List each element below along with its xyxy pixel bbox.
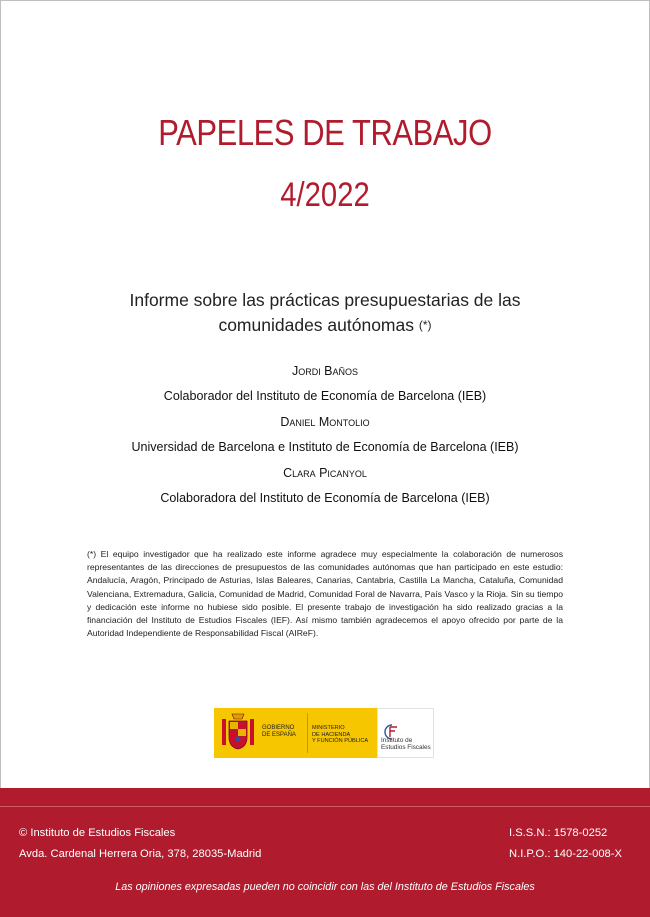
series-title: PAPELES DE TRABAJO: [158, 112, 492, 153]
report-title-line1: Informe sobre las prácticas presupuestarias de las: [129, 290, 521, 310]
government-label: [262, 725, 307, 739]
ministry-line: Y FUNCIÓN PÚBLICA: [312, 738, 369, 745]
author-name: Jordi Baños: [291, 364, 359, 378]
footer-nipo: N.I.P.O.: 140-22-008-X: [509, 848, 622, 860]
acknowledgements-footnote: (*) El equipo investigador que ha realizado este informe agradece muy especialmente la colaboración de numerosos representantes de las direcciones de presupuestos de las comunidades autónomas que han participado en este estudio: Andalucía, Aragón, Principado de Asturias, Islas Baleares, Canarias, Cantabria, Castilla La Mancha, Cataluña, Comunidad Valenciana, Extremadura, Galicia, Comunidad de Madrid, Comunidad Foral de Navarra, País Vasco y la Rioja. Sin su tiempo y dedicación este informe no hubiese sido posible. El presente trabajo de investigación ha sido realizado gracias a la financiación del Instituto de Estudios Fiscales (IEF). Así mismo también agradecemos el apoyo ofrecido por parte de la Autoridad Independiente de Responsabilidad Fiscal (AIReF).: [87, 549, 563, 639]
ministry-line: DE HACIENDA: [312, 731, 351, 738]
coat-of-arms-icon: [220, 711, 256, 755]
author-name: Daniel Montolio: [280, 415, 370, 429]
footer-address: Avda. Cardenal Herrera Oria, 378, 28035-Madrid: [19, 848, 262, 860]
footer-stripe: [0, 806, 650, 807]
report-title: [60, 288, 590, 338]
ief-line: Estudios Fiscales: [381, 744, 431, 751]
gov-line: DE ESPAÑA: [262, 732, 296, 738]
author-affiliation: Colaboradora del Instituto de Economía de Barcelona (IEB): [160, 491, 490, 505]
report-title-line2: comunidades autónomas: [218, 315, 414, 335]
footer-disclaimer: Las opiniones expresadas pueden no coincidir con las del Instituto de Estudios Fiscales: [115, 881, 535, 893]
footer-copyright: © Instituto de Estudios Fiscales: [19, 827, 176, 839]
author-affiliation: Universidad de Barcelona e Instituto de Economía de Barcelona (IEB): [131, 440, 519, 454]
series-number: 4/2022: [280, 176, 370, 214]
author-name: Clara Picanyol: [283, 466, 367, 480]
gov-line: GOBIERNO: [262, 725, 295, 731]
footer-issn: I.S.S.N.: 1578-0252: [509, 827, 608, 839]
logo-divider: [307, 713, 308, 753]
ief-line: Instituto de: [381, 737, 413, 744]
footnote-mark: (*): [418, 318, 432, 332]
ief-label: [381, 737, 436, 751]
ministry-line: MINISTERIO: [312, 725, 345, 731]
ministry-label: [312, 725, 376, 745]
author-affiliation: Colaborador del Instituto de Economía de Barcelona (IEB): [163, 389, 487, 403]
